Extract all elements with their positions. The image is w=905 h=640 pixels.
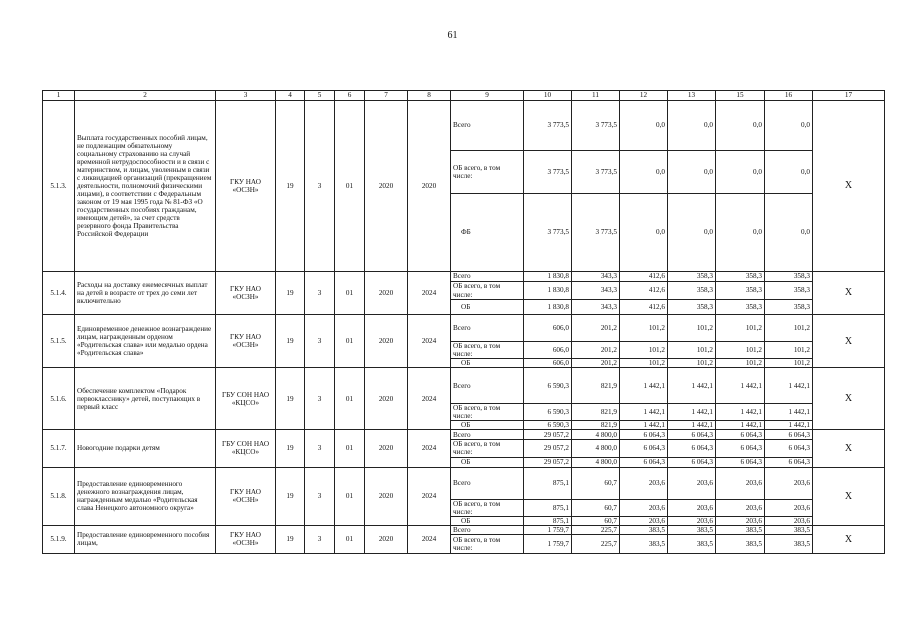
amount-cell: 343,3 bbox=[572, 282, 620, 300]
column-header-16: 16 bbox=[765, 91, 813, 101]
column-header-6: 6 bbox=[335, 91, 365, 101]
amount-cell: 1 830,8 bbox=[524, 282, 572, 300]
amount-cell: 203,6 bbox=[765, 467, 813, 499]
amount-cell: 1 830,8 bbox=[524, 300, 572, 315]
funding-source-label: ОБ всего, в том числе: bbox=[451, 151, 524, 194]
end-year: 2024 bbox=[408, 272, 451, 315]
amount-cell: 6 590,3 bbox=[524, 368, 572, 404]
funding-source-label: ОБ всего, в том числе: bbox=[451, 282, 524, 300]
amount-cell: 101,2 bbox=[716, 342, 765, 359]
item-number: 5.1.7. bbox=[43, 430, 75, 467]
item-name: Новогодние подарки детям bbox=[75, 430, 216, 467]
responsible-org: ГКУ НАО «ОСЗН» bbox=[216, 101, 276, 272]
amount-cell: 1 442,1 bbox=[620, 404, 668, 421]
amount-cell: 383,5 bbox=[620, 525, 668, 534]
amount-cell: 6 590,3 bbox=[524, 404, 572, 421]
start-year: 2020 bbox=[365, 467, 408, 525]
x-mark: X bbox=[813, 315, 885, 368]
amount-cell: 6 064,3 bbox=[716, 430, 765, 440]
end-year: 2020 bbox=[408, 101, 451, 272]
x-mark: X bbox=[813, 368, 885, 430]
funding-source-label: ОБ всего, в том числе: bbox=[451, 534, 524, 553]
cell-col6: 01 bbox=[335, 272, 365, 315]
amount-cell: 201,2 bbox=[572, 315, 620, 342]
amount-cell: 0,0 bbox=[716, 101, 765, 151]
amount-cell: 358,3 bbox=[668, 300, 716, 315]
amount-cell: 101,2 bbox=[620, 359, 668, 368]
budget-table bbox=[42, 90, 885, 554]
amount-cell: 203,6 bbox=[668, 467, 716, 499]
start-year: 2020 bbox=[365, 101, 408, 272]
funding-source-label: ФБ bbox=[451, 194, 524, 272]
amount-cell: 1 442,1 bbox=[668, 368, 716, 404]
amount-cell: 6 064,3 bbox=[620, 457, 668, 467]
amount-cell: 1 442,1 bbox=[716, 421, 765, 430]
amount-cell: 358,3 bbox=[716, 272, 765, 282]
funding-source-label: Всего bbox=[451, 315, 524, 342]
table-row bbox=[43, 272, 885, 282]
amount-cell: 875,1 bbox=[524, 467, 572, 499]
amount-cell: 3 773,5 bbox=[572, 101, 620, 151]
amount-cell: 358,3 bbox=[765, 282, 813, 300]
amount-cell: 6 064,3 bbox=[668, 457, 716, 467]
amount-cell: 101,2 bbox=[716, 359, 765, 368]
amount-cell: 358,3 bbox=[716, 282, 765, 300]
amount-cell: 1 442,1 bbox=[716, 404, 765, 421]
amount-cell: 358,3 bbox=[765, 272, 813, 282]
amount-cell: 3 773,5 bbox=[572, 194, 620, 272]
amount-cell: 343,3 bbox=[572, 272, 620, 282]
amount-cell: 6 064,3 bbox=[668, 440, 716, 457]
column-header-5: 5 bbox=[305, 91, 335, 101]
amount-cell: 412,6 bbox=[620, 272, 668, 282]
amount-cell: 0,0 bbox=[620, 194, 668, 272]
column-header-4: 4 bbox=[276, 91, 305, 101]
amount-cell: 6 064,3 bbox=[765, 457, 813, 467]
amount-cell: 383,5 bbox=[716, 534, 765, 553]
amount-cell: 101,2 bbox=[620, 315, 668, 342]
amount-cell: 101,2 bbox=[668, 315, 716, 342]
amount-cell: 203,6 bbox=[668, 516, 716, 525]
amount-cell: 1 442,1 bbox=[765, 368, 813, 404]
item-number: 5.1.5. bbox=[43, 315, 75, 368]
amount-cell: 203,6 bbox=[620, 467, 668, 499]
x-mark: X bbox=[813, 525, 885, 553]
responsible-org: ГКУ НАО «ОСЗН» bbox=[216, 525, 276, 553]
page-number: 61 bbox=[447, 30, 458, 41]
amount-cell: 60,7 bbox=[572, 499, 620, 516]
amount-cell: 412,6 bbox=[620, 282, 668, 300]
amount-cell: 4 800,0 bbox=[572, 457, 620, 467]
column-header-2: 2 bbox=[75, 91, 216, 101]
funding-source-label: Всего bbox=[451, 101, 524, 151]
cell-col5: 3 bbox=[305, 101, 335, 272]
table-row bbox=[43, 101, 885, 151]
amount-cell: 383,5 bbox=[668, 525, 716, 534]
responsible-org: ГКУ НАО «ОСЗН» bbox=[216, 272, 276, 315]
end-year: 2024 bbox=[408, 368, 451, 430]
amount-cell: 4 800,0 bbox=[572, 440, 620, 457]
cell-col5: 3 bbox=[305, 430, 335, 467]
cell-col4: 19 bbox=[276, 525, 305, 553]
end-year: 2024 bbox=[408, 525, 451, 553]
amount-cell: 6 590,3 bbox=[524, 421, 572, 430]
funding-source-label: ОБ всего, в том числе: bbox=[451, 440, 524, 457]
amount-cell: 6 064,3 bbox=[765, 440, 813, 457]
amount-cell: 203,6 bbox=[765, 499, 813, 516]
amount-cell: 101,2 bbox=[765, 342, 813, 359]
amount-cell: 6 064,3 bbox=[668, 430, 716, 440]
amount-cell: 60,7 bbox=[572, 467, 620, 499]
x-mark: X bbox=[813, 101, 885, 272]
amount-cell: 60,7 bbox=[572, 516, 620, 525]
amount-cell: 101,2 bbox=[716, 315, 765, 342]
amount-cell: 1 442,1 bbox=[620, 368, 668, 404]
cell-col5: 3 bbox=[305, 272, 335, 315]
cell-col4: 19 bbox=[276, 101, 305, 272]
x-mark: X bbox=[813, 272, 885, 315]
funding-source-label: ОБ bbox=[451, 421, 524, 430]
cell-col6: 01 bbox=[335, 368, 365, 430]
amount-cell: 101,2 bbox=[668, 342, 716, 359]
funding-source-label: ОБ всего, в том числе: bbox=[451, 404, 524, 421]
table-row bbox=[43, 525, 885, 534]
amount-cell: 29 057,2 bbox=[524, 430, 572, 440]
funding-source-label: ОБ всего, в том числе: bbox=[451, 499, 524, 516]
header-row bbox=[43, 91, 885, 101]
amount-cell: 0,0 bbox=[668, 151, 716, 194]
amount-cell: 0,0 bbox=[668, 194, 716, 272]
amount-cell: 358,3 bbox=[765, 300, 813, 315]
column-header-9: 9 bbox=[451, 91, 524, 101]
amount-cell: 1 442,1 bbox=[668, 404, 716, 421]
amount-cell: 383,5 bbox=[765, 534, 813, 553]
table-row bbox=[43, 368, 885, 404]
amount-cell: 821,9 bbox=[572, 421, 620, 430]
item-number: 5.1.9. bbox=[43, 525, 75, 553]
x-mark: X bbox=[813, 467, 885, 525]
amount-cell: 0,0 bbox=[620, 151, 668, 194]
item-name: Расходы на доставку ежемесячных выплат на детей в возрасте от трех до семи лет включительно bbox=[75, 272, 216, 315]
amount-cell: 201,2 bbox=[572, 342, 620, 359]
item-number: 5.1.6. bbox=[43, 368, 75, 430]
amount-cell: 203,6 bbox=[716, 516, 765, 525]
cell-col4: 19 bbox=[276, 272, 305, 315]
cell-col5: 3 bbox=[305, 467, 335, 525]
amount-cell: 1 830,8 bbox=[524, 272, 572, 282]
cell-col6: 01 bbox=[335, 315, 365, 368]
amount-cell: 875,1 bbox=[524, 499, 572, 516]
item-name: Выплата государственных пособий лицам, не подлежащим обязательному социальному страхованию на случай временной нетрудоспособности и в связи с материнством, и лицам, уволенным в связи с ликвидацией организаций (прекращением деятельности, полномочий физическими лицами), в соответствии с Федеральным законом от 19 мая 1995 года № 81-ФЗ «О государственных пособиях гражданам, имеющим детей», за счет средств резервного фонда Правительства Российской Федерации bbox=[75, 101, 216, 272]
amount-cell: 1 442,1 bbox=[716, 368, 765, 404]
column-header-11: 11 bbox=[572, 91, 620, 101]
amount-cell: 606,0 bbox=[524, 315, 572, 342]
cell-col4: 19 bbox=[276, 368, 305, 430]
start-year: 2020 bbox=[365, 315, 408, 368]
cell-col6: 01 bbox=[335, 101, 365, 272]
amount-cell: 3 773,5 bbox=[524, 151, 572, 194]
amount-cell: 383,5 bbox=[765, 525, 813, 534]
item-number: 5.1.3. bbox=[43, 101, 75, 272]
amount-cell: 203,6 bbox=[620, 516, 668, 525]
column-header-8: 8 bbox=[408, 91, 451, 101]
amount-cell: 383,5 bbox=[668, 534, 716, 553]
amount-cell: 358,3 bbox=[668, 272, 716, 282]
amount-cell: 0,0 bbox=[765, 151, 813, 194]
funding-source-label: Всего bbox=[451, 525, 524, 534]
amount-cell: 383,5 bbox=[716, 525, 765, 534]
table-row bbox=[43, 467, 885, 499]
responsible-org: ГКУ НАО «ОСЗН» bbox=[216, 315, 276, 368]
amount-cell: 0,0 bbox=[765, 101, 813, 151]
amount-cell: 6 064,3 bbox=[716, 457, 765, 467]
amount-cell: 101,2 bbox=[668, 359, 716, 368]
amount-cell: 203,6 bbox=[716, 467, 765, 499]
x-mark: X bbox=[813, 430, 885, 467]
start-year: 2020 bbox=[365, 272, 408, 315]
amount-cell: 358,3 bbox=[716, 300, 765, 315]
amount-cell: 821,9 bbox=[572, 404, 620, 421]
item-number: 5.1.8. bbox=[43, 467, 75, 525]
funding-source-label: ОБ bbox=[451, 516, 524, 525]
funding-source-label: ОБ bbox=[451, 359, 524, 368]
funding-source-label: Всего bbox=[451, 467, 524, 499]
amount-cell: 203,6 bbox=[765, 516, 813, 525]
item-name: Предоставление единовременного денежного вознаграждения лицам, награжденным медалью «Родительская слава Ненецкого автономного округа» bbox=[75, 467, 216, 525]
amount-cell: 6 064,3 bbox=[716, 440, 765, 457]
amount-cell: 4 800,0 bbox=[572, 430, 620, 440]
funding-source-label: ОБ всего, в том числе: bbox=[451, 342, 524, 359]
amount-cell: 0,0 bbox=[620, 101, 668, 151]
column-header-15: 15 bbox=[716, 91, 765, 101]
cell-col6: 01 bbox=[335, 430, 365, 467]
amount-cell: 6 064,3 bbox=[620, 440, 668, 457]
amount-cell: 606,0 bbox=[524, 342, 572, 359]
amount-cell: 1 442,1 bbox=[620, 421, 668, 430]
start-year: 2020 bbox=[365, 430, 408, 467]
amount-cell: 383,5 bbox=[620, 534, 668, 553]
amount-cell: 1 759,7 bbox=[524, 525, 572, 534]
amount-cell: 101,2 bbox=[765, 315, 813, 342]
table-row bbox=[43, 430, 885, 440]
amount-cell: 358,3 bbox=[668, 282, 716, 300]
item-name: Предоставление единовременного пособия лицам, bbox=[75, 525, 216, 553]
funding-source-label: Всего bbox=[451, 430, 524, 440]
cell-col4: 19 bbox=[276, 430, 305, 467]
column-header-13: 13 bbox=[668, 91, 716, 101]
amount-cell: 225,7 bbox=[572, 525, 620, 534]
amount-cell: 0,0 bbox=[765, 194, 813, 272]
column-header-1: 1 bbox=[43, 91, 75, 101]
amount-cell: 3 773,5 bbox=[572, 151, 620, 194]
amount-cell: 225,7 bbox=[572, 534, 620, 553]
amount-cell: 101,2 bbox=[765, 359, 813, 368]
cell-col6: 01 bbox=[335, 525, 365, 553]
amount-cell: 875,1 bbox=[524, 516, 572, 525]
item-name: Обеспечение комплектом «Подарок первокласснику» детей, поступающих в первый класс bbox=[75, 368, 216, 430]
amount-cell: 1 759,7 bbox=[524, 534, 572, 553]
amount-cell: 29 057,2 bbox=[524, 457, 572, 467]
start-year: 2020 bbox=[365, 368, 408, 430]
amount-cell: 0,0 bbox=[716, 194, 765, 272]
cell-col5: 3 bbox=[305, 315, 335, 368]
end-year: 2024 bbox=[408, 467, 451, 525]
amount-cell: 343,3 bbox=[572, 300, 620, 315]
cell-col5: 3 bbox=[305, 368, 335, 430]
cell-col6: 01 bbox=[335, 467, 365, 525]
amount-cell: 203,6 bbox=[668, 499, 716, 516]
amount-cell: 1 442,1 bbox=[765, 421, 813, 430]
column-header-7: 7 bbox=[365, 91, 408, 101]
column-header-10: 10 bbox=[524, 91, 572, 101]
item-number: 5.1.4. bbox=[43, 272, 75, 315]
amount-cell: 6 064,3 bbox=[765, 430, 813, 440]
funding-source-label: Всего bbox=[451, 272, 524, 282]
item-name: Единовременное денежное вознаграждение лицам, награжденным орденом «Родительская слава» или медалью ордена «Родительская слава» bbox=[75, 315, 216, 368]
table-row bbox=[43, 315, 885, 342]
amount-cell: 203,6 bbox=[716, 499, 765, 516]
amount-cell: 0,0 bbox=[668, 101, 716, 151]
end-year: 2024 bbox=[408, 315, 451, 368]
column-header-12: 12 bbox=[620, 91, 668, 101]
amount-cell: 1 442,1 bbox=[668, 421, 716, 430]
amount-cell: 821,9 bbox=[572, 368, 620, 404]
amount-cell: 203,6 bbox=[620, 499, 668, 516]
amount-cell: 1 442,1 bbox=[765, 404, 813, 421]
amount-cell: 3 773,5 bbox=[524, 194, 572, 272]
funding-source-label: ОБ bbox=[451, 457, 524, 467]
responsible-org: ГКУ НАО «ОСЗН» bbox=[216, 467, 276, 525]
amount-cell: 3 773,5 bbox=[524, 101, 572, 151]
responsible-org: ГБУ СОН НАО «КЦСО» bbox=[216, 430, 276, 467]
amount-cell: 606,0 bbox=[524, 359, 572, 368]
column-header-3: 3 bbox=[216, 91, 276, 101]
start-year: 2020 bbox=[365, 525, 408, 553]
funding-source-label: Всего bbox=[451, 368, 524, 404]
amount-cell: 6 064,3 bbox=[620, 430, 668, 440]
amount-cell: 0,0 bbox=[716, 151, 765, 194]
cell-col4: 19 bbox=[276, 315, 305, 368]
amount-cell: 29 057,2 bbox=[524, 440, 572, 457]
responsible-org: ГБУ СОН НАО «КЦСО» bbox=[216, 368, 276, 430]
amount-cell: 412,6 bbox=[620, 300, 668, 315]
funding-source-label: ОБ bbox=[451, 300, 524, 315]
amount-cell: 201,2 bbox=[572, 359, 620, 368]
end-year: 2024 bbox=[408, 430, 451, 467]
cell-col5: 3 bbox=[305, 525, 335, 553]
cell-col4: 19 bbox=[276, 467, 305, 525]
amount-cell: 101,2 bbox=[620, 342, 668, 359]
column-header-17: 17 bbox=[813, 91, 885, 101]
